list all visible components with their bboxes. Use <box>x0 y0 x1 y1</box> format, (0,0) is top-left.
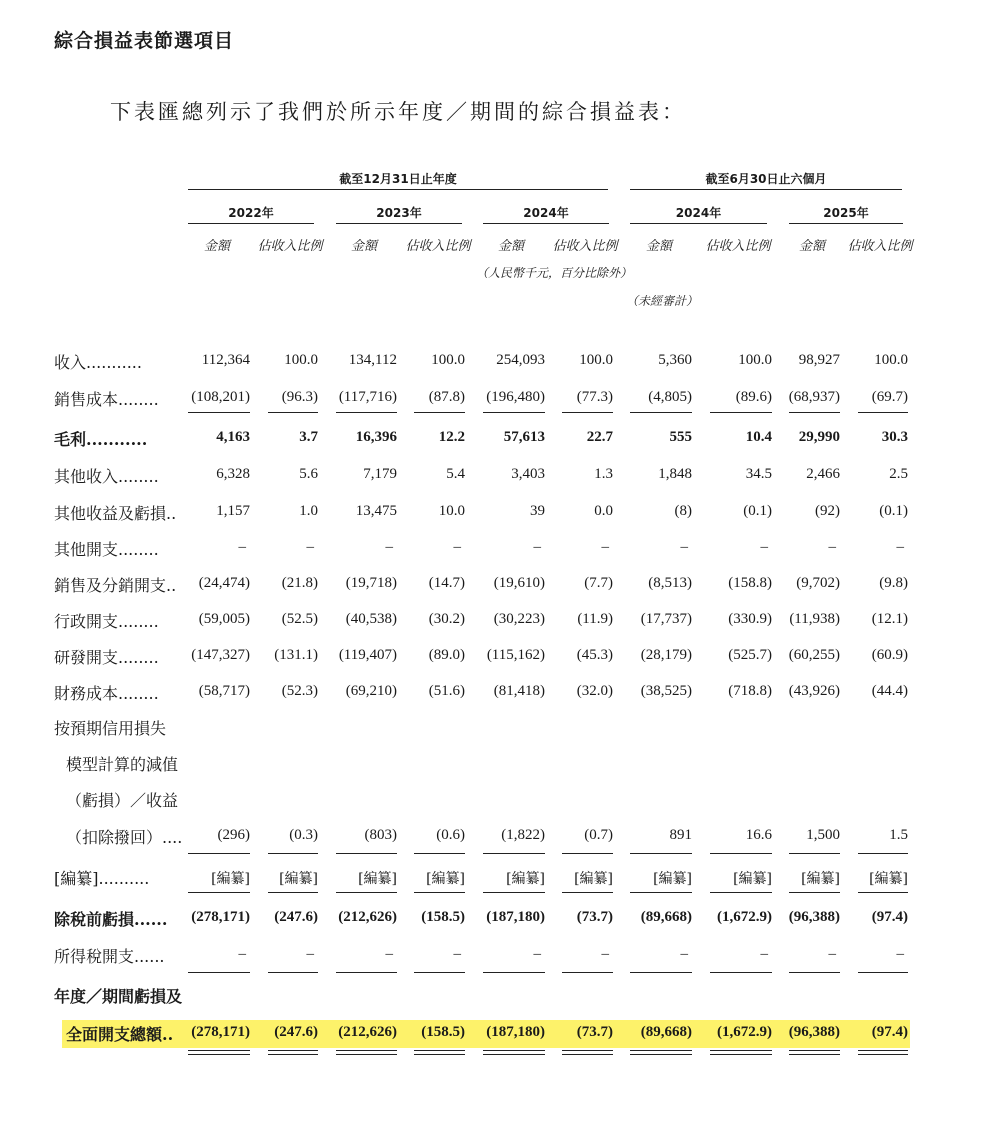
table-cell: (89.0) <box>428 647 465 663</box>
table-cell: 98,927 <box>798 352 840 368</box>
table-cell: (52.5) <box>281 611 318 627</box>
table-cell: 16,396 <box>355 429 397 445</box>
table-cell: [編纂] <box>506 871 545 887</box>
table-cell: (196,480) <box>486 389 545 405</box>
table-cell: (4,805) <box>648 389 692 405</box>
table-cell: [編纂] <box>653 871 692 887</box>
intro-text: 下表匯總列示了我們於所示年度／期間的綜合損益表： <box>110 100 686 124</box>
subtotal-rule <box>268 412 318 413</box>
table-cell: – <box>238 539 246 555</box>
table-cell: (60.9) <box>871 647 908 663</box>
table-cell: 7,179 <box>363 466 397 482</box>
ratio-subheader: 佔收入比例 <box>847 239 913 254</box>
table-cell: (9,702) <box>796 575 840 591</box>
subtotal-rule <box>789 412 840 413</box>
subtotal-rule <box>630 972 692 973</box>
table-cell: 1.0 <box>299 503 318 519</box>
row-label: （扣除撥回）.... <box>66 828 183 847</box>
year-header: 2025年 <box>823 206 869 220</box>
ratio-subheader: 佔收入比例 <box>705 239 771 254</box>
table-cell: 100.0 <box>431 352 465 368</box>
table-cell: (525.7) <box>728 647 772 663</box>
table-cell: – <box>601 539 609 555</box>
table-cell: 2.5 <box>889 466 908 482</box>
table-cell: (19,610) <box>493 575 545 591</box>
amount-subheader: 金額 <box>645 239 672 254</box>
table-cell: (718.8) <box>728 683 772 699</box>
table-cell: 100.0 <box>738 352 772 368</box>
table-cell: (59,005) <box>198 611 250 627</box>
table-cell: 555 <box>669 429 692 445</box>
subtotal-rule <box>710 972 772 973</box>
table-cell: 1,500 <box>806 827 840 843</box>
section-title: 綜合損益表節選項目 <box>54 30 235 52</box>
subtotal-rule <box>188 892 250 893</box>
table-cell: 30.3 <box>881 429 908 445</box>
year-header: 2024年 <box>523 206 569 220</box>
table-cell: 1.3 <box>594 466 613 482</box>
subtotal-rule <box>336 853 397 854</box>
table-cell: 0.0 <box>594 503 613 519</box>
subtotal-rule <box>858 412 908 413</box>
table-cell: 10.0 <box>438 503 465 519</box>
table-cell: (7.7) <box>584 575 613 591</box>
year-header: 2023年 <box>376 206 422 220</box>
row-label: 全面開支總額.. <box>66 1025 174 1044</box>
table-cell: – <box>533 946 541 962</box>
table-cell: (108,201) <box>191 389 250 405</box>
table-cell: – <box>601 946 609 962</box>
row-label: 毛利........... <box>54 430 148 449</box>
table-cell: (69.7) <box>871 389 908 405</box>
table-cell: – <box>306 946 314 962</box>
table-cell: (17,737) <box>640 611 692 627</box>
year-header: 2024年 <box>675 206 722 220</box>
table-cell: (92) <box>815 503 840 519</box>
subtotal-rule <box>789 972 840 973</box>
table-cell: [編纂] <box>574 871 613 887</box>
table-cell: (21.8) <box>281 575 318 591</box>
unaudited-note: （未經審計） <box>626 294 699 308</box>
subtotal-rule <box>630 892 692 893</box>
table-cell: – <box>760 539 768 555</box>
year-header-rule <box>336 223 462 224</box>
table-cell: [編纂] <box>426 871 465 887</box>
table-cell: (1,672.9) <box>717 909 772 925</box>
table-cell: 1,848 <box>658 466 692 482</box>
table-cell: 891 <box>669 827 692 843</box>
row-label: 按預期信用損失 <box>54 719 167 738</box>
subtotal-rule <box>789 892 840 893</box>
subtotal-rule <box>710 892 772 893</box>
table-cell: 1,157 <box>216 503 250 519</box>
table-cell: (38,525) <box>640 683 692 699</box>
table-cell: (45.3) <box>576 647 613 663</box>
year-header-rule <box>789 223 903 224</box>
table-cell: (147,327) <box>191 647 250 663</box>
amount-subheader: 金額 <box>350 239 377 254</box>
table-cell: (32.0) <box>576 683 613 699</box>
table-cell: 13,475 <box>355 503 397 519</box>
table-cell: [編纂] <box>733 871 772 887</box>
table-cell: (43,926) <box>788 683 840 699</box>
table-cell: 112,364 <box>201 352 250 368</box>
total-double-rule <box>710 1050 772 1055</box>
table-cell: – <box>385 539 393 555</box>
table-cell: 1.5 <box>889 827 908 843</box>
table-cell: (158.5) <box>421 909 465 925</box>
table-cell: (51.6) <box>428 683 465 699</box>
total-double-rule <box>630 1050 692 1055</box>
table-cell: (9.8) <box>879 575 908 591</box>
table-cell: 5,360 <box>658 352 692 368</box>
subtotal-rule <box>483 853 545 854</box>
subtotal-rule <box>268 892 318 893</box>
table-cell: (24,474) <box>198 575 250 591</box>
amount-subheader: 金額 <box>798 239 825 254</box>
row-label: 除稅前虧損...... <box>54 910 168 929</box>
subtotal-rule <box>710 412 772 413</box>
row-label: 銷售成本........ <box>54 390 159 409</box>
table-cell: (30,223) <box>493 611 545 627</box>
subtotal-rule <box>336 972 397 973</box>
table-cell: (296) <box>217 827 250 843</box>
subtotal-rule <box>858 853 908 854</box>
table-cell: [編纂] <box>358 871 397 887</box>
table-cell: (330.9) <box>728 611 772 627</box>
table-cell: (97.4) <box>871 1024 908 1040</box>
amount-subheader: 金額 <box>497 239 524 254</box>
table-cell: (247.6) <box>274 1024 318 1040</box>
table-cell: (1,822) <box>501 827 545 843</box>
table-cell: (117,716) <box>338 389 397 405</box>
table-cell: – <box>453 946 461 962</box>
ratio-subheader: 佔收入比例 <box>405 239 471 254</box>
total-double-rule <box>188 1050 250 1055</box>
group-header-rule <box>630 189 902 190</box>
table-cell: (28,179) <box>640 647 692 663</box>
year-header-rule <box>630 223 767 224</box>
row-label: 行政開支........ <box>54 612 159 631</box>
year-header: 2022年 <box>228 206 274 220</box>
table-cell: (96,388) <box>788 909 840 925</box>
table-cell: 39 <box>530 503 545 519</box>
table-cell: – <box>896 946 904 962</box>
table-cell: 254,093 <box>496 352 545 368</box>
table-cell: (0.7) <box>584 827 613 843</box>
table-cell: [編纂] <box>801 871 840 887</box>
subtotal-rule <box>188 412 250 413</box>
subtotal-rule <box>268 972 318 973</box>
row-label: 年度／期間虧損及 <box>54 987 183 1006</box>
table-cell: (119,407) <box>338 647 397 663</box>
table-cell: – <box>238 946 246 962</box>
table-cell: – <box>828 946 836 962</box>
subtotal-rule <box>336 412 397 413</box>
subtotal-rule <box>414 412 465 413</box>
subtotal-rule <box>562 412 613 413</box>
row-label: 其他收入........ <box>54 467 159 486</box>
table-cell: (89.6) <box>735 389 772 405</box>
subtotal-rule <box>483 972 545 973</box>
subtotal-rule <box>858 892 908 893</box>
table-cell: (803) <box>364 827 397 843</box>
table-cell: (0.1) <box>879 503 908 519</box>
table-cell: (12.1) <box>871 611 908 627</box>
subtotal-rule <box>268 853 318 854</box>
table-cell: – <box>828 539 836 555</box>
table-cell: 3.7 <box>299 429 318 445</box>
table-cell: (89,668) <box>640 1024 692 1040</box>
table-cell: (73.7) <box>576 909 613 925</box>
subtotal-rule <box>789 853 840 854</box>
table-cell: (247.6) <box>274 909 318 925</box>
table-cell: (11.9) <box>577 611 613 627</box>
table-cell: 34.5 <box>745 466 772 482</box>
table-cell: (131.1) <box>274 647 318 663</box>
table-cell: (89,668) <box>640 909 692 925</box>
table-cell: (60,255) <box>788 647 840 663</box>
table-cell: (0.3) <box>289 827 318 843</box>
table-cell: 100.0 <box>284 352 318 368</box>
row-label: 所得稅開支...... <box>54 947 165 966</box>
table-cell: 57,613 <box>503 429 545 445</box>
table-cell: (0.1) <box>743 503 772 519</box>
table-cell: – <box>760 946 768 962</box>
subtotal-rule <box>483 892 545 893</box>
amount-subheader: 金額 <box>203 239 230 254</box>
subtotal-rule <box>336 892 397 893</box>
table-cell: (187,180) <box>486 909 545 925</box>
table-cell: (0.6) <box>436 827 465 843</box>
table-cell: (97.4) <box>871 909 908 925</box>
table-cell: 5.6 <box>299 466 318 482</box>
table-cell: (81,418) <box>493 683 545 699</box>
table-cell: (19,718) <box>345 575 397 591</box>
table-cell: 4,163 <box>216 429 250 445</box>
row-label: [編纂].......... <box>54 869 150 888</box>
subtotal-rule <box>562 853 613 854</box>
group-header-full-year: 截至12月31日止年度 <box>339 172 457 186</box>
table-cell: 12.2 <box>438 429 465 445</box>
table-cell: – <box>680 946 688 962</box>
total-double-rule <box>336 1050 397 1055</box>
table-cell: – <box>680 539 688 555</box>
table-cell: (44.4) <box>871 683 908 699</box>
table-cell: (187,180) <box>486 1024 545 1040</box>
subtotal-rule <box>562 892 613 893</box>
total-double-rule <box>268 1050 318 1055</box>
total-double-rule <box>789 1050 840 1055</box>
subtotal-rule <box>562 972 613 973</box>
table-cell: (212,626) <box>338 1024 397 1040</box>
table-cell: (278,171) <box>191 909 250 925</box>
table-cell: (1,672.9) <box>717 1024 772 1040</box>
subtotal-rule <box>188 972 250 973</box>
table-cell: – <box>306 539 314 555</box>
table-cell: (8) <box>674 503 692 519</box>
table-cell: 5.4 <box>446 466 465 482</box>
table-cell: – <box>896 539 904 555</box>
table-cell: (73.7) <box>576 1024 613 1040</box>
table-cell: [編纂] <box>279 871 318 887</box>
table-cell: (158.5) <box>421 1024 465 1040</box>
table-cell: (11,938) <box>789 611 840 627</box>
total-double-rule <box>562 1050 613 1055</box>
subtotal-rule <box>414 972 465 973</box>
year-header-rule <box>483 223 609 224</box>
year-header-rule <box>188 223 314 224</box>
table-cell: 3,403 <box>511 466 545 482</box>
table-cell: (115,162) <box>486 647 545 663</box>
table-cell: 100.0 <box>874 352 908 368</box>
table-cell: (8,513) <box>648 575 692 591</box>
table-cell: – <box>533 539 541 555</box>
table-cell: (58,717) <box>198 683 250 699</box>
subtotal-rule <box>414 892 465 893</box>
subtotal-rule <box>630 853 692 854</box>
table-cell: (52.3) <box>281 683 318 699</box>
row-label: 模型計算的減值 <box>66 755 179 774</box>
table-cell: (69,210) <box>345 683 397 699</box>
table-cell: (87.8) <box>428 389 465 405</box>
table-cell: 22.7 <box>586 429 613 445</box>
table-cell: (68,937) <box>788 389 840 405</box>
row-label: 財務成本........ <box>54 684 159 703</box>
total-double-rule <box>414 1050 465 1055</box>
ratio-subheader: 佔收入比例 <box>552 239 618 254</box>
table-cell: (14.7) <box>428 575 465 591</box>
table-cell: 6,328 <box>216 466 250 482</box>
subtotal-rule <box>710 853 772 854</box>
table-cell: [編纂] <box>869 871 908 887</box>
group-header-six-months: 截至6月30日止六個月 <box>705 172 827 186</box>
table-cell: (40,538) <box>345 611 397 627</box>
table-cell: (278,171) <box>191 1024 250 1040</box>
table-cell: 100.0 <box>579 352 613 368</box>
table-cell: – <box>385 946 393 962</box>
table-cell: (158.8) <box>728 575 772 591</box>
table-cell: (30.2) <box>428 611 465 627</box>
subtotal-rule <box>630 412 692 413</box>
table-cell: 134,112 <box>348 352 397 368</box>
subtotal-rule <box>483 412 545 413</box>
unit-note: （人民幣千元，百分比除外） <box>476 266 633 280</box>
table-cell: 16.6 <box>745 827 772 843</box>
table-cell: 10.4 <box>745 429 772 445</box>
table-cell: [編纂] <box>211 871 250 887</box>
row-label: 其他收益及虧損.. <box>54 504 177 523</box>
table-cell: 2,466 <box>806 466 840 482</box>
subtotal-rule <box>188 853 250 854</box>
row-label: 其他開支........ <box>54 540 159 559</box>
ratio-subheader: 佔收入比例 <box>257 239 323 254</box>
group-header-rule <box>188 189 608 190</box>
table-cell: (77.3) <box>576 389 613 405</box>
table-cell: – <box>453 539 461 555</box>
row-label: 研發開支........ <box>54 648 159 667</box>
row-label: 收入........... <box>54 353 142 372</box>
total-double-rule <box>483 1050 545 1055</box>
table-cell: 29,990 <box>798 429 840 445</box>
table-cell: (212,626) <box>338 909 397 925</box>
subtotal-rule <box>858 972 908 973</box>
total-double-rule <box>858 1050 908 1055</box>
table-cell: (96.3) <box>281 389 318 405</box>
subtotal-rule <box>414 853 465 854</box>
row-label: 銷售及分銷開支.. <box>54 576 177 595</box>
table-cell: (96,388) <box>788 1024 840 1040</box>
row-label: （虧損）／收益 <box>66 791 179 810</box>
